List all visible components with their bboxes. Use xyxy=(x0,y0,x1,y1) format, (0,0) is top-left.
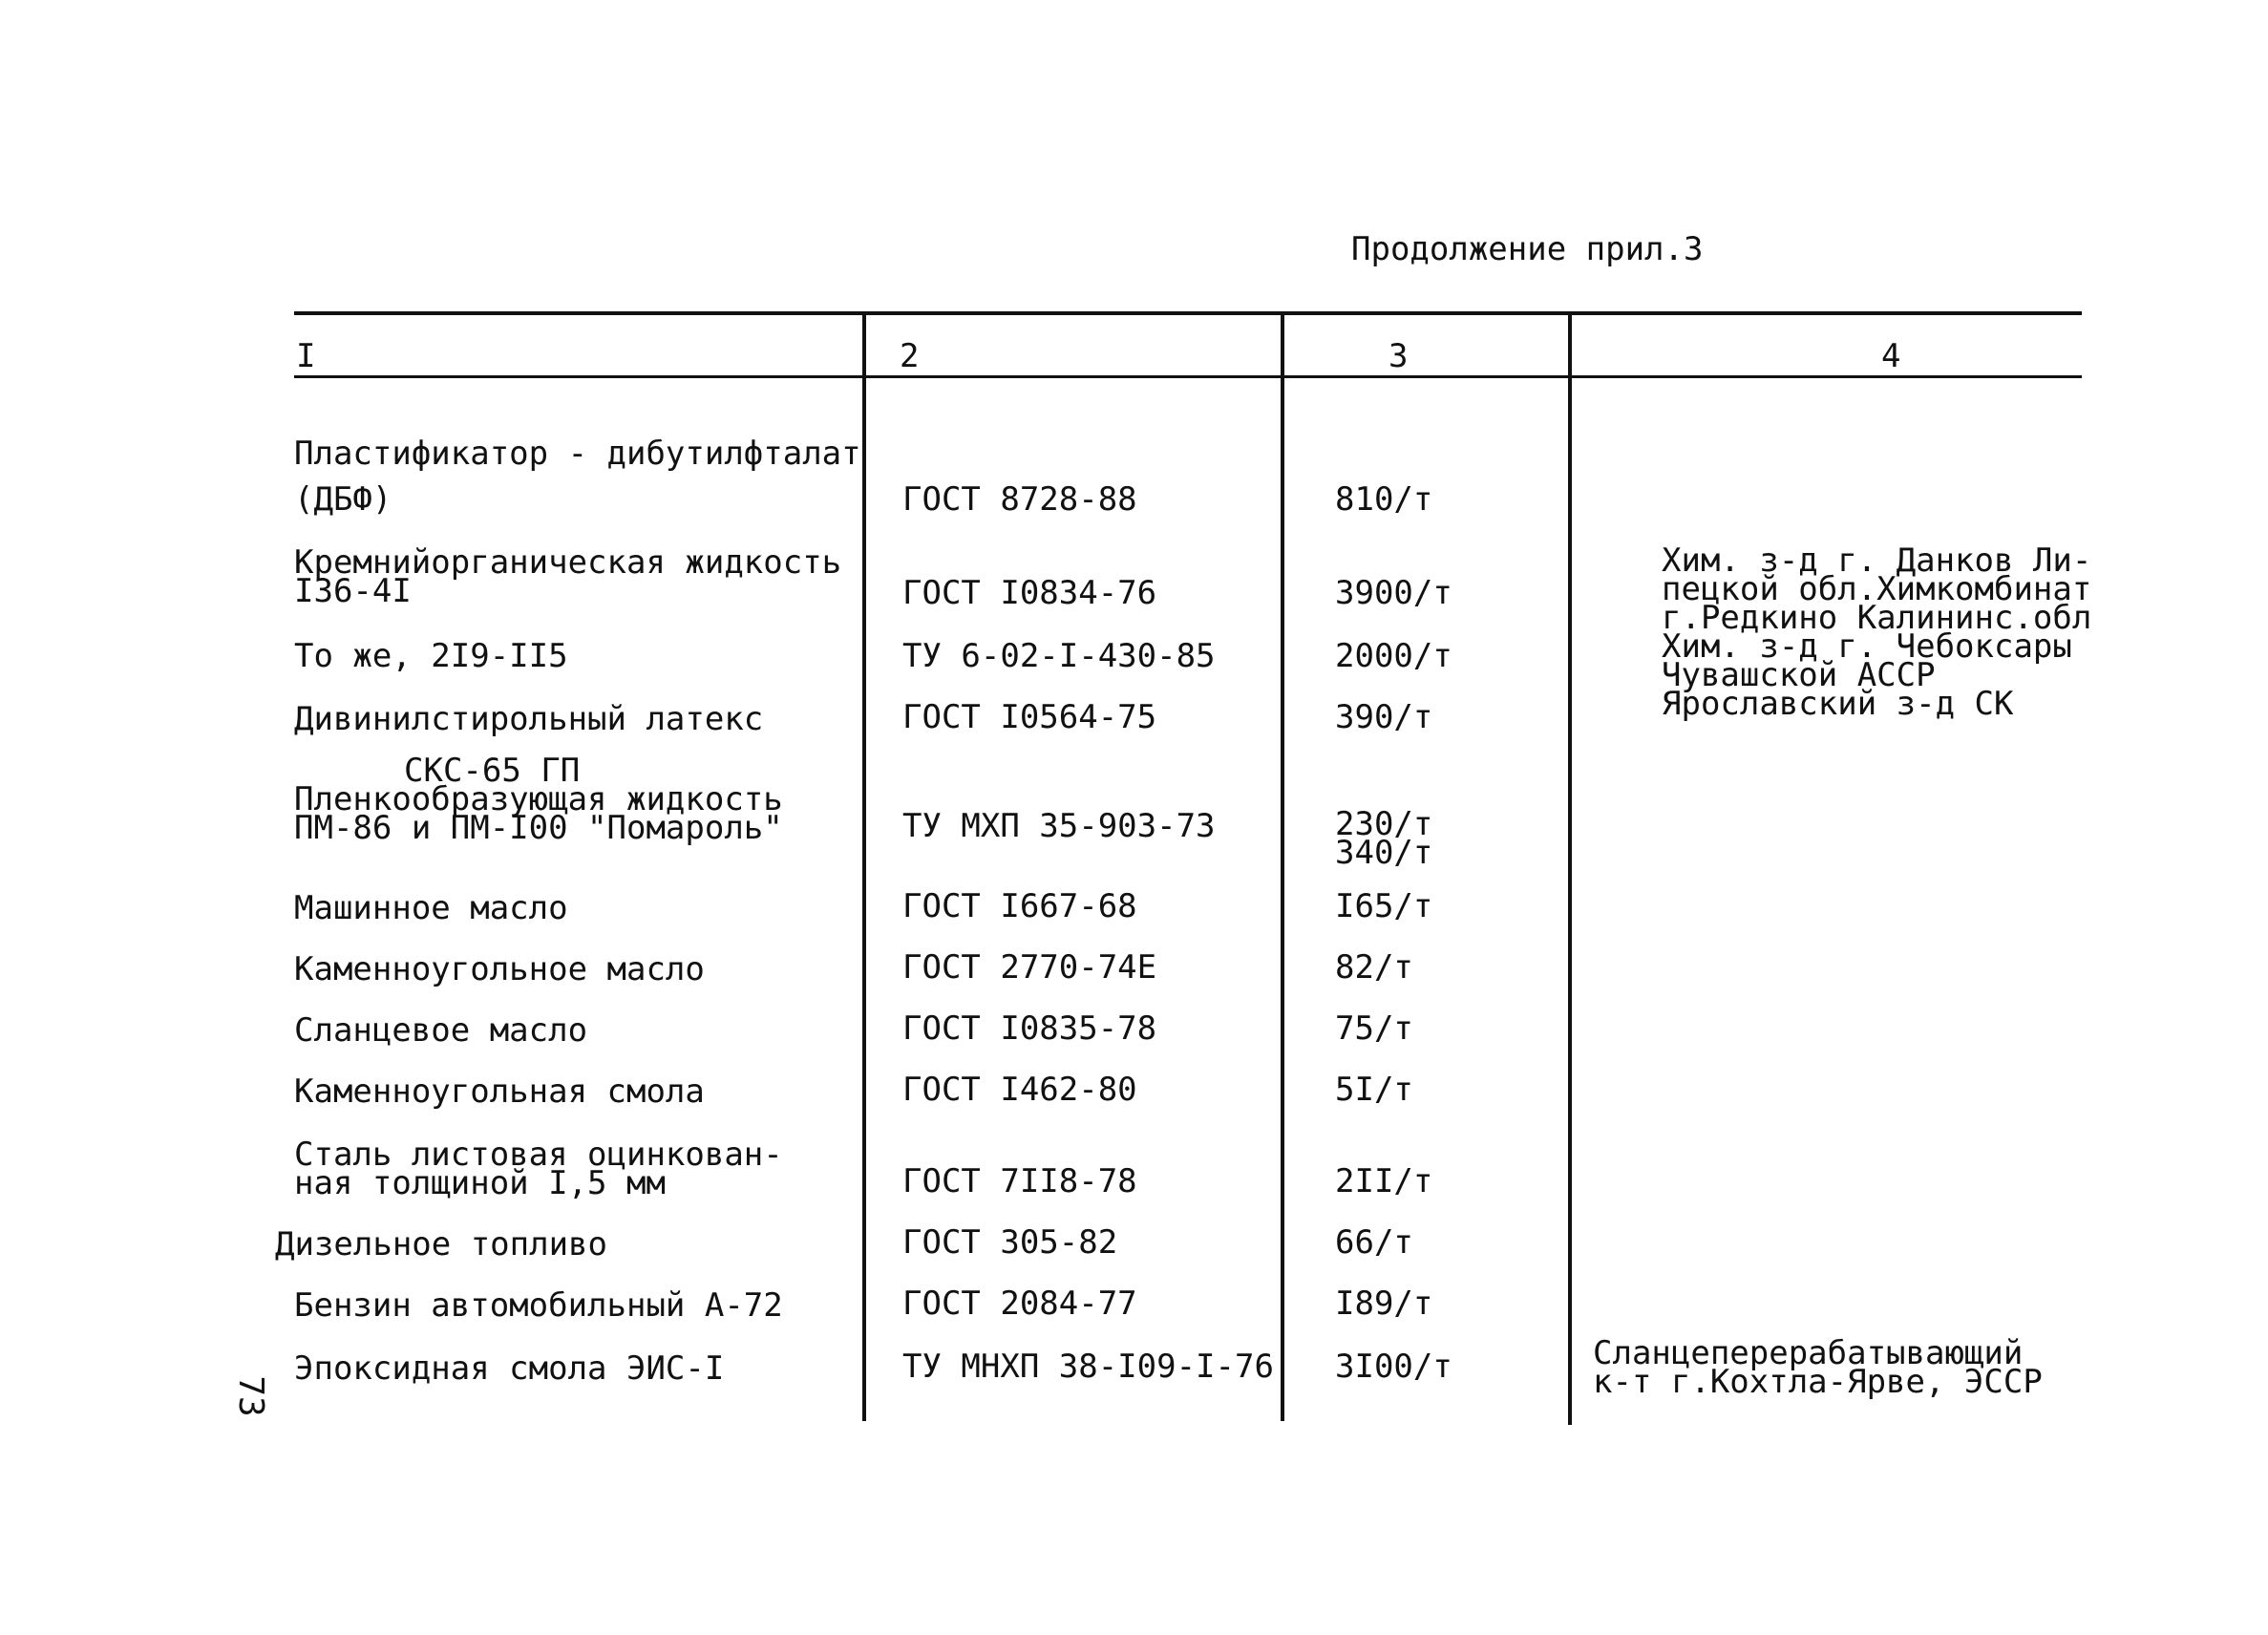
material-name: Кремнийорганическая жидкость xyxy=(294,543,842,582)
material-name-block xyxy=(294,780,783,847)
price: I89/т xyxy=(1335,1285,1433,1323)
standard-code: ТУ 6-02-I-430-85 xyxy=(902,637,1216,675)
supplier-line: Чувашской АССР xyxy=(1662,656,1936,694)
supplier-line: Ярославский з-д СК xyxy=(1662,685,2014,723)
table-top-rule xyxy=(294,311,2082,315)
standard-code: ГОСТ I462-80 xyxy=(902,1071,1137,1109)
price: 5I/т xyxy=(1335,1071,1413,1109)
price: 3900/т xyxy=(1335,574,1452,612)
price: 2II/т xyxy=(1335,1162,1433,1200)
standard-code: ГОСТ 2770-74Е xyxy=(902,948,1157,987)
price: 810/т xyxy=(1335,480,1433,519)
standard-code: ГОСТ 7II8-78 xyxy=(902,1162,1137,1200)
table-header-rule xyxy=(294,375,2082,378)
page-number: 73 xyxy=(231,1375,270,1417)
material-name: Эпоксидная смола ЭИС-I xyxy=(294,1349,725,1388)
standard-code: ГОСТ 305-82 xyxy=(902,1223,1118,1262)
material-name: ПМ-86 и ПМ-I00 "Помароль" xyxy=(294,809,783,847)
price: 82/т xyxy=(1335,948,1413,987)
material-name: Каменноугольная смола xyxy=(294,1072,705,1111)
material-name: То же, 2I9-II5 xyxy=(294,637,568,675)
material-name: Пленкообразующая жидкость xyxy=(294,780,783,818)
column-header-2: 2 xyxy=(900,337,920,375)
supplier-line: Хим. з-д г. Чебоксары xyxy=(1662,627,2072,666)
standard-code: ГОСТ 8728-88 xyxy=(902,480,1137,519)
price: I65/т xyxy=(1335,887,1433,925)
standard-code: ТУ МХП 35-903-73 xyxy=(902,807,1216,845)
column-header-4: 4 xyxy=(1881,337,1901,375)
material-name-block xyxy=(294,543,842,610)
continuation-label: Продолжение прил.3 xyxy=(1351,230,1704,268)
standard-code: ГОСТ I0564-75 xyxy=(902,698,1157,736)
price: 230/т xyxy=(1335,805,1433,843)
standard-code: ГОСТ 2084-77 xyxy=(902,1285,1137,1323)
column-header-3: 3 xyxy=(1388,337,1409,375)
material-name: Пластификатор - дибутилфталат xyxy=(294,435,861,473)
supplier-line: Сланцеперерабатывающий xyxy=(1593,1334,2024,1372)
supplier-block xyxy=(1593,1334,2043,1401)
standard-code: ГОСТ I667-68 xyxy=(902,887,1137,925)
price-block xyxy=(1335,805,1433,872)
material-name: Сталь листовая оцинкован- xyxy=(294,1136,783,1174)
material-name: Дизельное топливо xyxy=(275,1225,607,1263)
material-name: СКС-65 ГП xyxy=(404,752,581,790)
price: 340/т xyxy=(1335,834,1433,872)
standard-code: ГОСТ I0835-78 xyxy=(902,1009,1157,1048)
supplier-line: к-т г.Кохтла-Ярве, ЭССР xyxy=(1593,1363,2043,1401)
material-name: Каменноугольное масло xyxy=(294,950,705,988)
column-header-1: I xyxy=(296,337,316,375)
material-name: (ДБФ) xyxy=(294,480,392,519)
material-name-block xyxy=(294,1136,783,1202)
material-name: Бензин автомобильный А-72 xyxy=(294,1286,783,1325)
standard-code: ГОСТ I0834-76 xyxy=(902,574,1157,612)
column-divider-2 xyxy=(1281,311,1284,1421)
price: 3I00/т xyxy=(1335,1348,1452,1386)
column-divider-1 xyxy=(862,311,866,1421)
material-name: Сланцевое масло xyxy=(294,1011,588,1050)
price: 2000/т xyxy=(1335,637,1452,675)
price: 66/т xyxy=(1335,1223,1413,1262)
material-name: I36-4I xyxy=(294,572,412,610)
supplier-block xyxy=(1662,541,2092,723)
material-name: Дивинилстирольный латекс xyxy=(294,700,764,738)
material-name: Машинное масло xyxy=(294,889,568,927)
standard-code: ТУ МНХП 38-I09-I-76 xyxy=(902,1348,1274,1386)
column-divider-3 xyxy=(1568,315,1572,1425)
supplier-line: г.Редкино Калининс.обл xyxy=(1662,599,2092,637)
supplier-line: пецкой обл.Химкомбинат xyxy=(1662,570,2092,608)
material-name: ная толщиной I,5 мм xyxy=(294,1164,666,1202)
price: 75/т xyxy=(1335,1009,1413,1048)
supplier-line: Хим. з-д г. Данков Ли- xyxy=(1662,541,2092,580)
price: 390/т xyxy=(1335,698,1433,736)
